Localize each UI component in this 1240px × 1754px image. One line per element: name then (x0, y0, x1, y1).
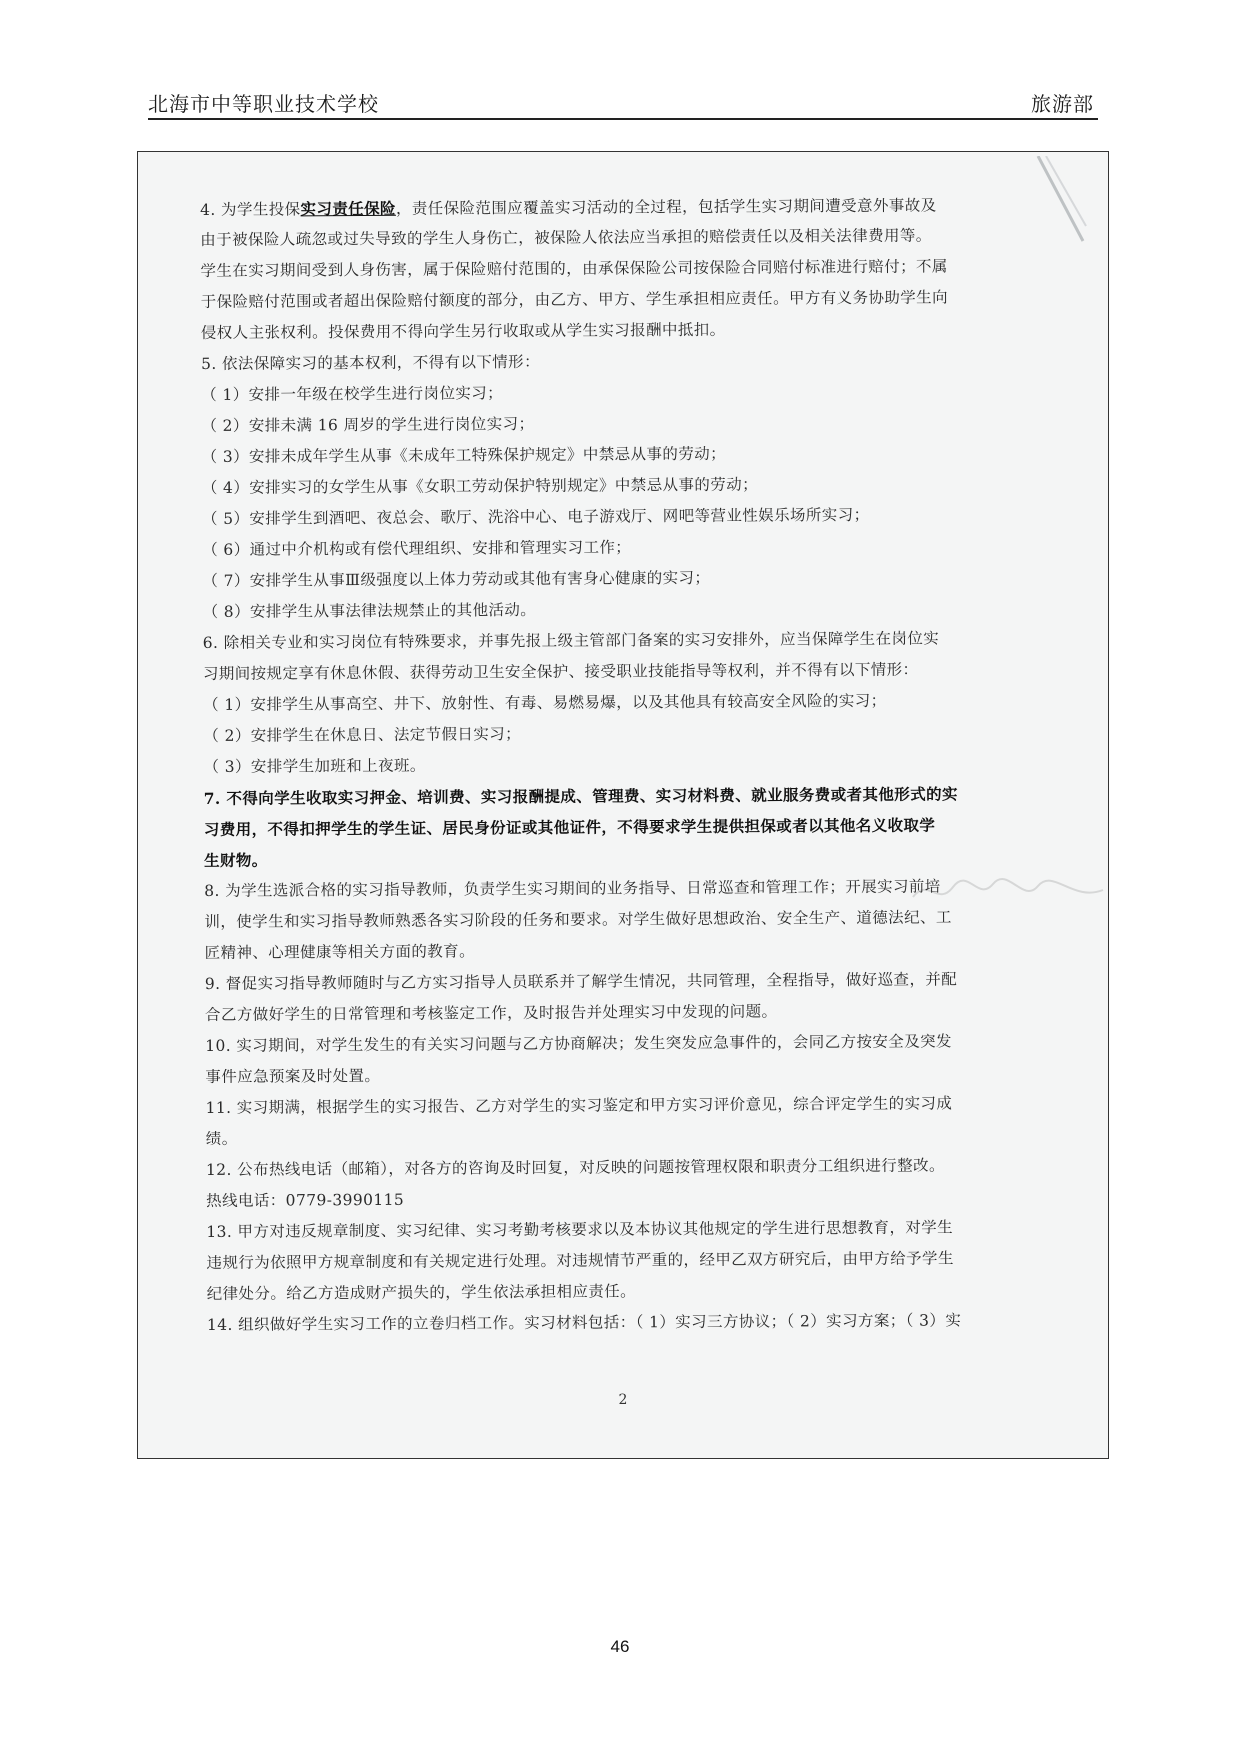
text-line: （ 3）安排未成年学生从事《未成年工特殊保护规定》中禁忌从事的劳动； (201, 444, 727, 466)
text-line: 热线电话：0779-3990115 (206, 1190, 405, 1210)
item4-prefix: 4. 为学生投保 (200, 200, 301, 219)
text-line: （ 3）安排学生加班和上夜班。 (203, 756, 426, 776)
text-line: 习期间按规定享有休息休假、获得劳动卫生安全保护、接受职业技能指导等权利，并不得有以下情形： (202, 660, 919, 683)
text-line: 学生在实习期间受到人身伤害，属于保险赔付范围的，由承保保险公司按保险合同赔付标准进行赔付；不属 (200, 257, 948, 280)
text-line: 14. 组织做好学生实习工作的立卷归档工作。实习材料包括：（ 1）实习三方协议；（ 2）实习方案；（ 3）实 (206, 1311, 962, 1334)
text-line: 违规行为依照甲方规章制度和有关规定进行处理。对违规情节严重的，经甲乙双方研究后，由甲方给予学生 (206, 1249, 954, 1272)
text-line: 训，使学生和实习指导教师熟悉各实习阶段的任务和要求。对学生做好思想政治、安全生产、道德法纪、工 (204, 908, 952, 931)
text-line: （ 1）安排一年级在校学生进行岗位实习； (201, 384, 504, 404)
text-line: 13. 甲方对违反规章制度、实习纪律、实习考勤考核要求以及本协议其他规定的学生进行思想教育，对学生 (206, 1218, 954, 1241)
scanned-document-frame (137, 151, 1109, 1459)
text-line: 10. 实习期间，对学生发生的有关实习问题与乙方协商解决；发生突发应急事件的，会同乙方按安全及突发 (205, 1032, 952, 1055)
text-line: 5. 依法保障实习的基本权利，不得有以下情形： (200, 352, 541, 373)
text-line: （ 6）通过中介机构或有偿代理组织、安排和管理实习工作； (202, 538, 632, 559)
text-line: 于保险赔付范围或者超出保险赔付额度的部分，由乙方、甲方、学生承担相应责任。甲方有义务协助学生向 (200, 288, 949, 311)
text-line: （ 1）安排学生从事高空、井下、放射性、有毒、易燃易爆，以及其他具有较高安全风险的实习； (203, 691, 887, 714)
text-line: （ 5）安排学生到酒吧、夜总会、歌厅、洗浴中心、电子游戏厅、网吧等营业性娱乐场所实习； (201, 505, 870, 528)
text-line: 6. 除相关专业和实习岗位有特殊要求，并事先报上级主管部门备案的实习安排外，应当保障学生在岗位实 (202, 629, 940, 652)
scanned-text-body (200, 189, 1077, 1341)
scan-page-number: 2 (618, 1392, 628, 1408)
text-line: （ 4）安排实习的女学生从事《女职工劳动保护特别规定》中禁忌从事的劳动； (201, 475, 759, 497)
text-line-bold: 7. 不得向学生收取实习押金、培训费、实习报酬提成、管理费、实习材料费、就业服务费或者其他形式的实 (203, 784, 958, 808)
text-line: （ 2）安排学生在休息日、法定节假日实习； (203, 725, 522, 745)
text-line: 绩。 (205, 1129, 238, 1148)
text-line: 匠精神、心理健康等相关方面的教育。 (204, 942, 475, 962)
item4-rest: ，责任保险范围应覆盖实习活动的全过程，包括学生实习期间遭受意外事故及 (395, 196, 937, 218)
text-line: 9. 督促实习指导教师随时与乙方实习指导人员联系并了解学生情况，共同管理，全程指导，做好巡查，并配 (204, 970, 958, 993)
page-header (148, 88, 1098, 120)
department-name: 旅游部 (1031, 92, 1094, 116)
text-line: 合乙方做好学生的日常管理和考核鉴定工作，及时报告并处理实习中发现的问题。 (204, 1002, 778, 1024)
page-number: 46 (610, 1637, 630, 1656)
text-line: 12. 公布热线电话（邮箱），对各方的咨询及时回复，对反映的问题按管理权限和职责分工组织进行整改。 (205, 1156, 945, 1179)
text-line: 由于被保险人疏忽或过失导致的学生人身伤亡，被保险人依法应当承担的赔偿责任以及相关法律费用等。 (200, 226, 932, 249)
text-line: 事件应急预案及时处置。 (205, 1066, 381, 1086)
text-line: （ 7）安排学生从事Ⅲ级强度以上体力劳动或其他有害身心健康的实习； (202, 568, 711, 590)
text-line: 11. 实习期满，根据学生的实习报告、乙方对学生的实习鉴定和甲方实习评价意见，综合评定学生的实习成 (205, 1094, 953, 1117)
text-line: 纪律处分。给乙方造成财产损失的，学生依法承担相应责任。 (206, 1282, 637, 1303)
text-line-bold: 生财物。 (204, 850, 268, 870)
text-line: 8. 为学生选派合格的实习指导教师，负责学生实习期间的业务指导、日常巡查和管理工作；开展实习前培 (204, 877, 941, 900)
text-line-bold: 习费用，不得扣押学生的学生证、居民身份证或其他证件，不得要求学生提供担保或者以其他名义收取学 (203, 815, 936, 839)
text-line: （ 8）安排学生从事法律法规禁止的其他活动。 (202, 600, 537, 621)
school-name: 北海市中等职业技术学校 (148, 92, 379, 116)
text-line: （ 2）安排未满 16 周岁的学生进行岗位实习； (201, 414, 535, 435)
item4-emphasis: 实习责任保险 (300, 198, 396, 219)
text-line: 侵权人主张权利。投保费用不得向学生另行收取或从学生实习报酬中抵扣。 (200, 320, 726, 342)
